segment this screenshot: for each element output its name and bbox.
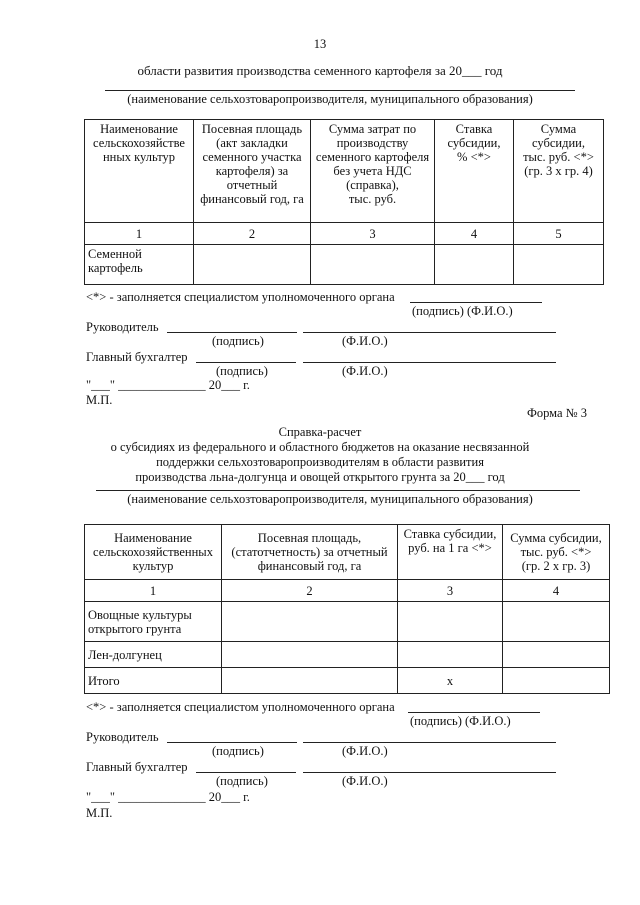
form2-director-sign-line[interactable] bbox=[167, 332, 297, 333]
form3-footnote: <*> - заполняется специалистом уполномоченного органа bbox=[86, 700, 395, 714]
form3-header-subsidy: Сумма субсидии, тыс. руб. <*> (гр. 2 х гр. 3) bbox=[503, 525, 610, 580]
form3-cell[interactable] bbox=[398, 642, 503, 668]
form2-col-number: 3 bbox=[311, 223, 435, 245]
form3-director-name-line[interactable] bbox=[303, 742, 556, 743]
form2-header-crop: Наименование сельскохозяйстве нных культур bbox=[85, 120, 194, 223]
form2-director-podpis: (подпись) bbox=[212, 334, 264, 348]
form3-header-area: Посевная площадь, (статотчетность) за отчетный финансовый год, га bbox=[222, 525, 398, 580]
form2-col-number: 1 bbox=[85, 223, 194, 245]
form2-director-label: Руководитель bbox=[86, 320, 159, 334]
form3-row-vegetables bbox=[85, 602, 610, 642]
form3-cell[interactable] bbox=[503, 602, 610, 642]
form2-mp: М.П. bbox=[86, 393, 113, 407]
form3-row-name: Овощные культуры открытого грунта bbox=[85, 602, 222, 642]
form2-cell[interactable] bbox=[311, 245, 435, 285]
form3-header-crop: Наименование сельскохозяйственных культур bbox=[85, 525, 222, 580]
form2-header-subsidy: Сумма субсидии, тыс. руб. <*> (гр. 3 х гр. 4) bbox=[514, 120, 604, 223]
form3-name-line bbox=[96, 490, 580, 491]
form2-date-line: "___" ______________ 20___ г. bbox=[86, 378, 250, 392]
form2-number-row bbox=[85, 223, 604, 245]
form3-accountant-sign-line[interactable] bbox=[196, 772, 296, 773]
form2-cell[interactable] bbox=[514, 245, 604, 285]
form2-accountant-fio: (Ф.И.О.) bbox=[342, 364, 388, 378]
form2-name-line bbox=[105, 90, 575, 91]
form3-row-name: Лен-долгунец bbox=[85, 642, 222, 668]
form3-date-line: "___" ______________ 20___ г. bbox=[86, 790, 250, 804]
form2-director-fio: (Ф.И.О.) bbox=[342, 334, 388, 348]
form2-footnote-line bbox=[410, 302, 542, 303]
form3-director-fio: (Ф.И.О.) bbox=[342, 744, 388, 758]
form3-table bbox=[84, 524, 610, 694]
form2-header-row bbox=[85, 120, 604, 223]
form2-cell[interactable] bbox=[435, 245, 514, 285]
form3-cell[interactable] bbox=[503, 642, 610, 668]
form3-name-caption: (наименование сельхозтоваропроизводителя, муниципального образования) bbox=[127, 492, 533, 506]
form2-col-number: 5 bbox=[514, 223, 604, 245]
form3-cell-x: х bbox=[398, 668, 503, 694]
form3-cell[interactable] bbox=[398, 602, 503, 642]
form3-cell[interactable] bbox=[222, 642, 398, 668]
form2-cell[interactable] bbox=[194, 245, 311, 285]
form3-title-line-1: Справка-расчет bbox=[278, 425, 362, 439]
form2-row-name: Семенной картофель bbox=[85, 245, 194, 285]
form2-header-area: Посевная площадь (акт закладки семенного участка картофеля) за отчетный финансовый год, га bbox=[194, 120, 311, 223]
form3-title bbox=[60, 425, 580, 485]
form2-table bbox=[84, 119, 604, 285]
form2-title-line: области развития производства семенного картофеля за 20___ год bbox=[137, 63, 503, 78]
form2-header-rate: Ставка субсидии, % <*> bbox=[435, 120, 514, 223]
form3-footnote-sign-caption: (подпись) (Ф.И.О.) bbox=[410, 714, 511, 728]
form3-cell[interactable] bbox=[222, 668, 398, 694]
form3-footnote-line bbox=[408, 712, 540, 713]
form2-name-caption: (наименование сельхозтоваропроизводителя, муниципального образования) bbox=[127, 92, 533, 106]
form3-accountant-fio: (Ф.И.О.) bbox=[342, 774, 388, 788]
form2-col-number: 2 bbox=[194, 223, 311, 245]
form3-col-number: 1 bbox=[85, 580, 222, 602]
form3-title-line-3: поддержки сельхозтоваропроизводителям в области развития bbox=[156, 455, 484, 469]
form3-title-line-2: о субсидиях из федерального и областного бюджетов на оказание несвязанной bbox=[110, 440, 530, 454]
form2-header-costs: Сумма затрат по производству семенного картофеля без учета НДС (справка), тыс. руб. bbox=[311, 120, 435, 223]
form3-row-total bbox=[85, 668, 610, 694]
form3-row-name: Итого bbox=[85, 668, 222, 694]
form2-accountant-podpis: (подпись) bbox=[216, 364, 268, 378]
form3-accountant-name-line[interactable] bbox=[303, 772, 556, 773]
form3-cell[interactable] bbox=[503, 668, 610, 694]
form3-director-sign-line[interactable] bbox=[167, 742, 297, 743]
form2-row-seed-potato bbox=[85, 245, 604, 285]
form3-col-number: 2 bbox=[222, 580, 398, 602]
form3-title-line-4: производства льна-долгунца и овощей открытого грунта за 20___ год bbox=[135, 470, 505, 484]
form3-mp: М.П. bbox=[86, 806, 113, 820]
page-number: 13 bbox=[313, 37, 327, 51]
form3-cell[interactable] bbox=[222, 602, 398, 642]
form3-accountant-podpis: (подпись) bbox=[216, 774, 268, 788]
form3-director-podpis: (подпись) bbox=[212, 744, 264, 758]
form3-label: Форма № 3 bbox=[527, 406, 587, 420]
form3-header-rate: Ставка субсидии, руб. на 1 га <*> bbox=[398, 525, 503, 580]
form2-director-name-line[interactable] bbox=[303, 332, 556, 333]
form2-footnote-sign-caption: (подпись) (Ф.И.О.) bbox=[412, 304, 513, 318]
form3-header-row bbox=[85, 525, 610, 580]
form2-accountant-sign-line[interactable] bbox=[196, 362, 296, 363]
form3-row-flax bbox=[85, 642, 610, 668]
form2-accountant-name-line[interactable] bbox=[303, 362, 556, 363]
form3-col-number: 4 bbox=[503, 580, 610, 602]
form3-number-row bbox=[85, 580, 610, 602]
form2-col-number: 4 bbox=[435, 223, 514, 245]
form3-col-number: 3 bbox=[398, 580, 503, 602]
form3-accountant-label: Главный бухгалтер bbox=[86, 760, 188, 774]
form2-accountant-label: Главный бухгалтер bbox=[86, 350, 188, 364]
form3-director-label: Руководитель bbox=[86, 730, 159, 744]
form2-footnote: <*> - заполняется специалистом уполномоченного органа bbox=[86, 290, 395, 304]
